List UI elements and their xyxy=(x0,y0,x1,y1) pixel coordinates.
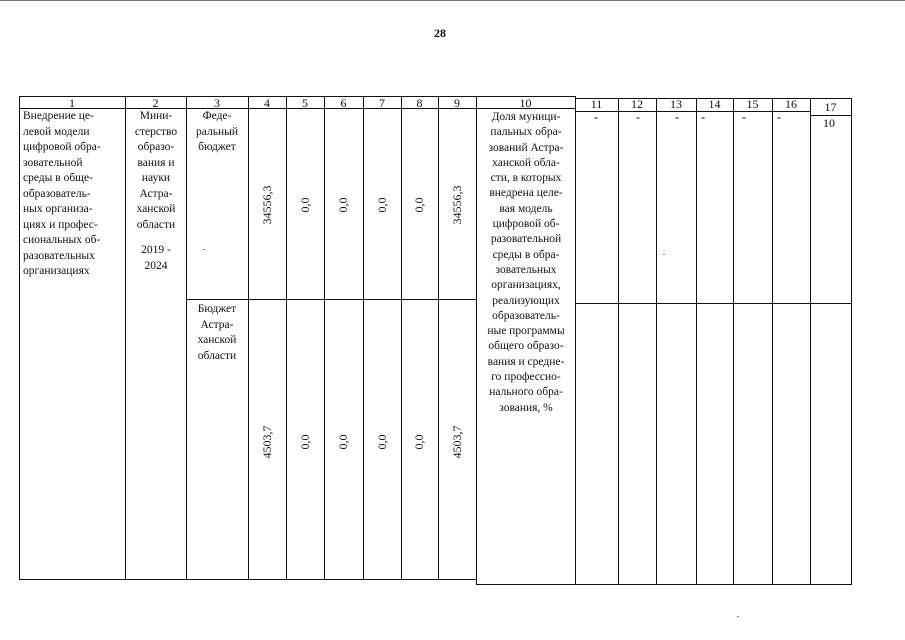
column-header-1: 1 xyxy=(69,96,75,110)
federal-value-col5: 0,0 xyxy=(298,197,312,213)
value-col11: - xyxy=(594,110,598,124)
value-col12: - xyxy=(636,110,640,124)
federal-value-col9: 34556,3 xyxy=(450,185,464,225)
responsible-cell xyxy=(127,109,185,233)
responsible-text: Мини- стерство образо- вания и науки Астра- ханской области xyxy=(134,110,178,231)
federal-value-col7: 0,0 xyxy=(375,197,389,213)
column-header-5: 5 xyxy=(302,96,308,110)
column-header-14: 14 xyxy=(708,97,721,111)
event-name-text: Внедрение це- левой модели цифровой обра- зовательной среды в обще- образователь- ных организа- циях и профес- сиональных об- разовательных организациях xyxy=(23,110,101,277)
value-col15: - xyxy=(742,110,746,124)
event-name-cell xyxy=(23,109,123,280)
value-col13: - xyxy=(675,110,679,124)
regional-value-col7: 0,0 xyxy=(375,434,389,450)
column-header-2: 2 xyxy=(152,96,159,110)
regional-value-col6: 0,0 xyxy=(336,434,350,450)
value-col14: - xyxy=(701,110,705,124)
value-col16: - xyxy=(777,110,781,124)
column-header-6: 6 xyxy=(340,96,347,110)
column-header-10: 10 xyxy=(519,96,532,110)
column-header-3: 3 xyxy=(214,96,220,110)
indicator-text: Доля муници- пальных обра- зований Астра- ханской обла- сти, в которых внедрена целе- вая модель цифровой об- разовательной среды в обра- зовательных организациях, реализующих образователь- ные программы общего образо- вания и средне- го профессио- нального обра- зования, % xyxy=(487,111,565,414)
column-header-8: 8 xyxy=(416,96,423,110)
column-header-13: 13 xyxy=(670,97,682,111)
column-header-16: 16 xyxy=(785,97,797,111)
column-header-12: 12 xyxy=(631,97,643,111)
funding-source-regional: Бюджет Астра- ханской области xyxy=(197,303,237,362)
scan-speck xyxy=(663,254,665,255)
regional-value-col5: 0,0 xyxy=(298,434,312,450)
column-header-4: 4 xyxy=(264,96,270,110)
federal-value-col4: 34556,3 xyxy=(260,185,274,225)
column-header-17: 17 xyxy=(824,100,837,114)
scan-speck xyxy=(203,249,205,250)
regional-value-col9: 4503,7 xyxy=(450,425,464,459)
federal-value-col6: 0,0 xyxy=(336,197,350,213)
column-header-11: 11 xyxy=(590,97,603,111)
page-number: 28 xyxy=(434,26,446,40)
column-header-7: 7 xyxy=(379,96,385,110)
regional-value-col4: 4503,7 xyxy=(260,425,274,459)
funding-source-federal: Феде- ральный бюджет xyxy=(196,110,238,153)
column-header-15: 15 xyxy=(746,97,759,111)
years-text: 2019 - 2024 xyxy=(141,244,171,272)
scan-speck xyxy=(737,616,739,617)
column-header-9: 9 xyxy=(454,96,460,110)
value-col17: 10 xyxy=(823,116,835,130)
scan-top-edge xyxy=(0,0,905,1)
regional-value-col8: 0,0 xyxy=(412,434,426,450)
federal-value-col8: 0,0 xyxy=(412,197,426,213)
